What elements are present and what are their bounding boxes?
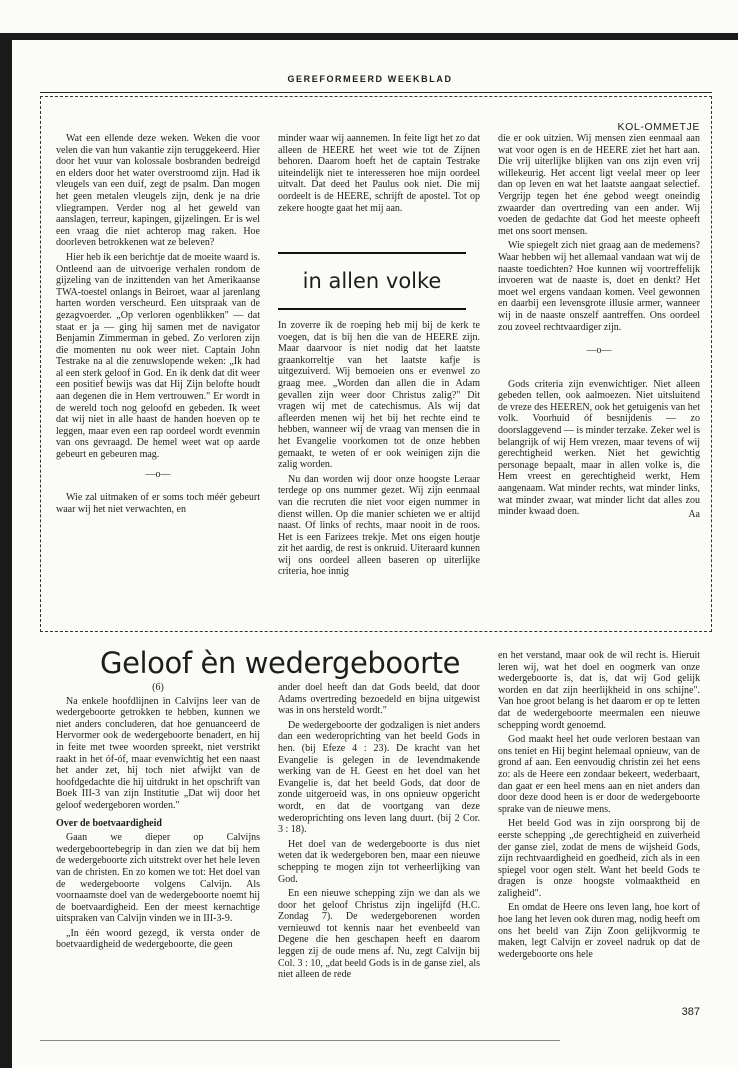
paragraph: Het beeld God was in zijn oorsprong bij de eerste schepping „de gerechtigheid en zuiverheid der ganse ziel, zodat de mens de wijsheid Gods, zijn rechtvaardigheid en goedheid, zich als in een spiegel voor ogen stelt. Want het beeld Gods te dragen is onze hoogste volmaaktheid en zaligheid".	[498, 818, 700, 899]
masthead: GEREFORMEERD WEEKBLAD	[287, 74, 453, 84]
paragraph: Hier heb ik een berichtje dat de moeite waard is. Ontleend aan de uitvoerige verhalen rondom de gijzeling van de inzittenden van het Amerikaanse TWA-toestel onlangs in Beiroet, waar al jarenlang harten worden verscheurd. Een uitspraak van de gezagvoerder. „Op verloren ogenblikken" — dat staat er ja — ging hij samen met de navigator Benjamin Zimmerman in gebed. Zo verloren zijn die momenten nu ook weer niet. Captain John Testrake na al die zenuwslopende weken: „Ik had al een sterk geloof in God. En ik denk dat dit weer een positief bewijs was dat Hij Zijn belofte houdt aan degenen die in Hem vertrouwen." Er wordt in de wereld toch nog geloofd en gebeden. Ik weet dat wij niet in alle haast de handen hoeven op te leggen, maar even een rap oordeel wordt evenmin van ons gevraagd. De hemel weet wat op aarde gebeurt en gebeuren mag.	[56, 251, 260, 461]
article-title: Geloof èn wedergeboorte	[100, 646, 461, 680]
kol-column-1	[56, 133, 260, 518]
masthead-rule	[40, 92, 712, 93]
paragraph: „In één woord gezegd, ik versta onder de boetvaardigheid de wedergeboorte, die geen	[56, 927, 260, 951]
paragraph: In zoverre ik de roeping heb mij bij de kerk te voegen, dat is bij hen die van de HEERE zijn. Maar daarvoor is niet nodig dat het laatste graankorreltje van het laatste kafje is uitgezuiverd. Wij bemoeien ons er evenwel zo graag mee. „Worden dan allen die in Adam gevallen zijn weer door Christus zalig?" Dit vragen wij met de catechismus. Als wij dat afleerden menen wij het bij het rechte eind te hebben, wanneer wij de vraag van mensen die in het Evangelie voorkomen tot de onze hebben gemaakt, te weten of er ook weinigen zijn die zalig worden.	[278, 320, 480, 471]
subheading: Over de boetvaardigheid	[56, 817, 162, 829]
paragraph: Het doel van de wedergeboorte is dus niet weten dat ik wedergeboren ben, maar een nieuwe schepping te mogen zijn tot verheerlijking van God.	[278, 838, 480, 885]
paragraph: en het verstand, maar ook de wil recht is. Hieruit leren wij, wat het doel en oogmerk van onze wedergeboorte is, dat is, dat wij God gelijk worden en dat zijn heerlijkheid in ons schijne". Van hoe groot belang is het daarom er op te letten dat de wedergeboorte meermalen een nieuwe schepping wordt genoemd.	[498, 650, 700, 731]
separator: —o—	[145, 468, 171, 480]
separator: —o—	[586, 345, 612, 357]
kol-column-2-top	[278, 133, 480, 217]
paragraph: De wedergeboorte der godzaligen is niet anders dan een wederoprichting van het beeld Gods in hen. (bij Efeze 4 : 23). De kracht van het Evangelie is gelegen in de levendmakende werking van de H. Geest en het doel van het Evangelie is, dat het beeld Gods, dat door de zonde uitgeroeid was, in ons opnieuw opgericht wordt, en dat de voortgang van deze wederoprichting ons leven lang duurt. (bij 2 Cor. 3 : 18).	[278, 719, 480, 836]
paragraph: Wat een ellende deze weken. Weken die voor velen die van hun vakantie zijn teruggekeerd. Hier door het vuur van kolossale bosbranden bedreigd en elders door het water overstroomd zijn. Had ik vleugels van een duif, zegt de psalm. Dan mogen het geen metalen vleugels zijn, denk je na drie vliegrampen. Verder nog al het geweld van aanslagen, terreur, kapingen, gijzelingen. Er is wel een vraag die niet achterop mag raken. Hoe doorleven betrokkenen wat ze beleven?	[56, 133, 260, 249]
paragraph: En een nieuwe schepping zijn we dan als we door het geloof Christus zijn ingelijfd (H.C. Zondag 7). De wedergeborenen worden vernieuwd tot kennis naar het evenbeeld van Degene die hen geschapen heeft en daarom leggen zij de oude mens af. Nu, zegt Calvijn bij Col. 3 : 10, „dat beeld Gods is in de ganse ziel, als niet alleen de rede	[278, 888, 480, 981]
paragraph: Na enkele hoofdlijnen in Calvijns leer van de wedergeboorte getrokken te hebben, kunnen we niet anders concluderen, dat hoe genuanceerd de Hervormer ook de wedergeboorte benadert, en hij in feite met twee woorden spreekt, niet verstrikt raakt in het óf-óf, maar evenwichtig het een naast het ander zet, hij toch niet afwijkt van de hoofdgedachte die hij uitdrukt in het opschrift van Boek III-3 van zijn Institutie „Dat wij door het geloof wedergeboren worden."	[56, 695, 260, 811]
bottom-rule	[40, 1040, 560, 1041]
paragraph: Gaan we dieper op Calvijns wedergeboortebegrip in dan zien we dat bij hem de wedergeboorte zich uitstrekt over het hele leven van de christen. En zo komen we tot: Het doel van de wedergeboorte volgens Calvijn. Als voornaamste doel van de wedergeboorte noemt hij de boetvaardigheid. Een der meest kernachtige uitspraken van Calvijn vinden we in III-3-9.	[56, 832, 260, 925]
section-label: KOL-OMMETJE	[617, 121, 700, 133]
article-column-3	[498, 650, 700, 963]
scan-edge-left	[0, 36, 12, 1068]
kol-headline: in allen volke	[278, 252, 466, 310]
paragraph: Nu dan worden wij door onze hoogste Leraar terdege op ons nummer gezet. Wij zijn eenmaal van die recruten die niet voor eigen nummer in dienst willen. Op die manier schieten we er altijd naast. Of links of rechts, maar nooit in de roos. Het is een Farizees trekje. Met ons eigen houtje zit het aardig, de rest is onkruid. Uiteraard kunnen wij ons oordeel alleen baseren op uiterlijke criteria, hoe innig	[278, 473, 480, 578]
paragraph: minder waar wij aannemen. In feite ligt het zo dat alleen de HEERE het weet wie tot de Zijnen behoren. Daarom hoeft het de captain Testrake uiteindelijk niet te interesseren hoe mijn oordeel uitvalt. Dat deed het Paulus ook niet. Die mij oordeelt is de HEERE, schrijft de apostel. Tot op zekere hoogte gaat het mij aan.	[278, 133, 480, 214]
scan-edge-top	[0, 33, 738, 40]
paragraph: die er ook uitzien. Wij mensen zien eenmaal aan wat voor ogen is en de HEERE ziet het hart aan. Die vrij uiterlijke blijken van ons zijn even vrij willekeurig. Het accent ligt veelal meer op leer dan op leven en wat het laatste aangaat selectief. Vergrijp tegen het éne gebod weegt oneindig zwaarder dan overtreding van een ander. Wij voeden de gedachte dat God het meeste opheeft met ons soort mensen.	[498, 133, 700, 237]
paragraph: ander doel heeft dan dat Gods beeld, dat door Adams overtreding bezoedeld en bijna uitgewist was in ons hersteld wordt."	[278, 682, 480, 717]
page-number: 387	[681, 1006, 700, 1018]
kol-column-3	[498, 133, 700, 520]
kol-column-2	[278, 320, 480, 581]
article-part: (6)	[152, 682, 164, 693]
paragraph: Wie zal uitmaken of er soms toch méér gebeurt waar wij het niet verwachten, en	[56, 492, 260, 515]
article-column-1	[56, 682, 260, 954]
paragraph: God maakt heel het oude verloren bestaan van ons teniet en Hij begint helemaal opnieuw, van de grond af aan. Een eenvoudig christin zei het eens zo: als de Heere een zondaar bekeert, wederbaart, dan gaat er een heel mens aan en niet anders dan door deze dood heen is er door de wedergeboorte sprake van de nieuwe mens.	[498, 734, 700, 815]
article-column-2	[278, 682, 480, 984]
paragraph: En omdat de Heere ons leven lang, hoe kort of hoe lang het leven ook duren mag, nodig heeft om ons het beeld van Zijn Zoon gelijkvormig te maken, legt Calvijn er zoveel nadruk op dat de wedergeboorte ons hele	[498, 902, 700, 960]
paragraph: Wie spiegelt zich niet graag aan de medemens? Waar hebben wij het allemaal vandaan wat wij de naaste toedichten? Hoe kunnen wij voortreffelijk invoeren wat de naaste is, doet en denkt? Het moet wel ergens vandaan komen. Veel gewonnen en daarbij een levensgrote illusie armer, wanneer wij in de naaste onszelf aantreffen. Ons oordeel zou zoveel rechtvaardiger zijn.	[498, 240, 700, 333]
signature: Aa	[688, 508, 700, 520]
paragraph: Gods criteria zijn evenwichtiger. Niet alleen gebeden tellen, ook aalmoezen. Niet uitsluitend de vreze des HEEREN, ook het getuigenis van het volk. Voorhuid óf besnijdenis — zo doorslaggevend — is minder terzake. Zeker wel is belangrijk of wij Hem vrezen, maar tevens of wij gerechtigheid werken. Niet het gewichtig personage bepaalt, maar in allen volke is, die Hem vreest en gerechtigheid werkt, Hem aangenaam. Wat minder rechts, wat minder links, wat minder zwaar, wat minder licht dat alles zou minder kwaad doen.	[498, 378, 700, 518]
